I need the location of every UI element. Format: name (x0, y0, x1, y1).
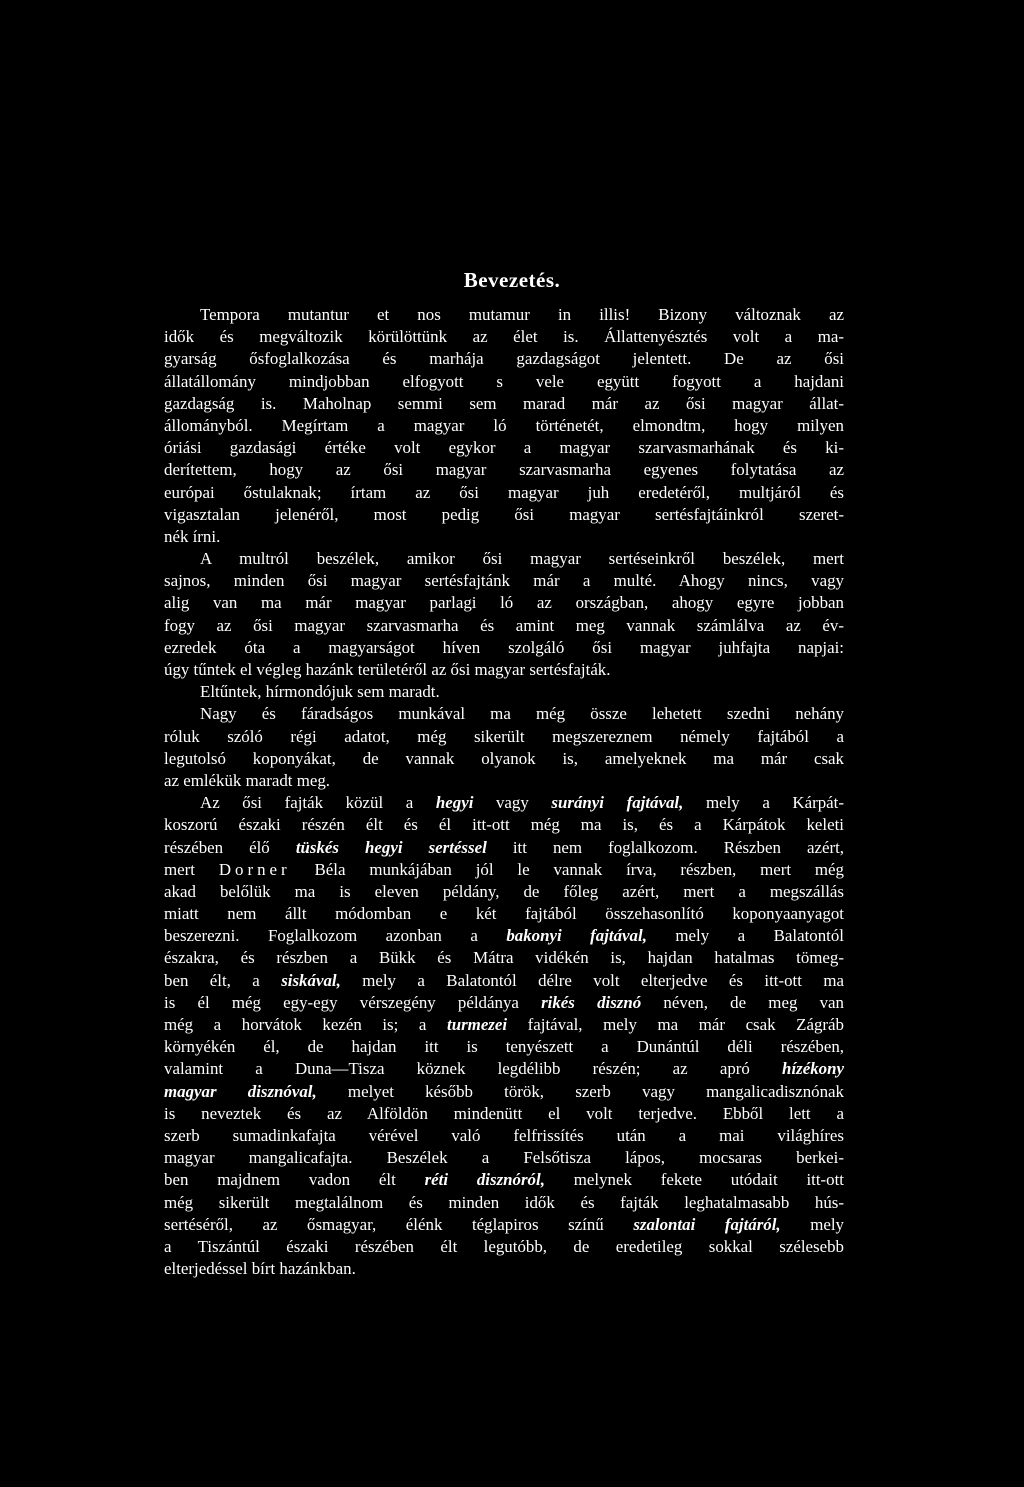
italic-term: siskával, (281, 970, 341, 990)
text-segment: Béla munkájában jól le vannak írva, részben, mert még (290, 859, 844, 879)
text-line: róluk szóló régi adatot, még sikerült megszereznem némely fajtából a (164, 726, 844, 746)
text-line: európai őstulaknak; írtam az ősi magyar juh eredetéről, multjáról és (164, 482, 844, 502)
text-segment: mely (780, 1214, 844, 1234)
text-line: is neveztek és az Alföldön mindenütt el volt terjedve. Ebből lett a (164, 1103, 844, 1123)
text-segment: melyet később török, szerb vagy mangalicadisznónak (316, 1081, 844, 1101)
text-line: sajnos, minden ősi magyar sertésfajtánk már a multé. Ahogy nincs, vagy (164, 571, 844, 591)
italic-term: hízékony (782, 1059, 844, 1079)
text-line: vigasztalan jelenéről, most pedig ősi magyar sertésfajtáinkról szeret- (164, 504, 844, 524)
text-line: legutolsó koponyákat, de vannak olyanok is, amelyeknek ma már csak (164, 748, 844, 768)
text-line: miatt nem állt módomban e két fajtából összehasonlító koponyaanyagot (164, 904, 844, 924)
text-line: derítettem, hogy az ősi magyar szarvasmarha egyenes folytatása az (164, 460, 844, 480)
text-line: magyar mangalicafajta. Beszélek a Felsőtisza lápos, mocsaras berkei- (164, 1148, 844, 1168)
text-segment: Az ősi fajták közül a (200, 793, 436, 813)
text-segment: beszerezni. Foglalkozom azonban a (164, 926, 507, 946)
text-line: gazdagság is. Maholnap semmi sem marad már az ősi magyar állat- (164, 393, 844, 413)
text-line: szerb sumadinkafajta vérével való felfrissítés után a mai világhíres (164, 1125, 844, 1145)
text-line (164, 792, 844, 814)
text-line (164, 970, 844, 992)
text-line: az emlékük maradt meg. (164, 770, 331, 790)
text-segment: melynek fekete utódait itt-ott (544, 1170, 844, 1190)
text-segment: mely a Balatontól (646, 926, 844, 946)
text-line (164, 1214, 844, 1236)
text-segment: néven, de meg van (641, 992, 844, 1012)
text-segment: sertéséről, az ősmagyar, élénk téglapiros színű (164, 1214, 634, 1234)
text-line: még sikerült megtalálnom és minden idők és fajták leghatalmasabb hús- (164, 1192, 844, 1212)
text-segment: fajtával, mely ma már csak Zágráb (507, 1015, 844, 1034)
italic-term: réti disznóról, (424, 1170, 545, 1190)
text-segment: valamint a Duna—Tisza köznek legdélibb részén; az apró (164, 1059, 783, 1079)
text-line: Eltűntek, hírmondójuk sem maradt. (200, 682, 440, 702)
text-line: északra, és részben a Bükk és Mátra vidékén is, hajdan hatalmas tömeg- (164, 948, 844, 968)
text-line: környékén él, de hajdan itt is tenyészett a Dunántúl déli részében, (164, 1037, 844, 1057)
italic-term: hegyi (435, 793, 474, 813)
text-line: állatállomány mindjobban elfogyott s vele együtt fogyott a hajdani (164, 371, 844, 391)
italic-term: magyar disznóval, (164, 1081, 317, 1101)
italic-term: turmezei (447, 1015, 508, 1034)
text-line: idők és megváltozik körülöttünk az élet is. Állattenyésztés volt a ma- (164, 327, 844, 347)
italic-term: rikés disznó (541, 992, 642, 1012)
text-line: Nagy és fáradságos munkával ma még össze lehetett szedni nehány (200, 704, 844, 724)
text-segment: mely a Kárpát- (683, 793, 844, 813)
text-line (164, 992, 844, 1014)
text-line: fogy az ősi magyar szarvasmarha és amint meg vannak számlálva az év- (164, 615, 844, 635)
text-segment: is él még egy-egy vérszegény példánya (164, 992, 542, 1012)
spaced-name: Dorner (218, 859, 291, 879)
text-line: óriási gazdasági értéke volt egykor a magyar szarvasmarhának és ki- (164, 438, 844, 458)
text-segment: mely a Balatontól délre volt elterjedve és itt-ott ma (340, 970, 844, 990)
text-segment: részében élő (164, 837, 296, 857)
text-line: nék írni. (164, 526, 221, 546)
text-segment: vagy (473, 793, 552, 813)
italic-term: tüskés hegyi sertéssel (295, 837, 487, 857)
text-line: a Tiszántúl északi részében élt legutóbb, de eredetileg sokkal szélesebb (164, 1236, 844, 1256)
text-line: A multról beszélek, amikor ősi magyar sertéseinkről beszélek, mert (200, 549, 844, 569)
text-line: úgy tűntek el végleg hazánk területéről az ősi magyar sertésfajták. (164, 660, 611, 679)
text-segment: ben majdnem vadon élt (164, 1170, 425, 1190)
text-line (164, 1169, 844, 1191)
text-line (164, 837, 844, 859)
text-line (164, 1081, 844, 1103)
text-line (164, 859, 844, 881)
text-line (164, 925, 844, 947)
italic-term: surányi fajtával, (551, 793, 684, 813)
page-title: Bevezetés. (463, 268, 561, 292)
text-line: állományból. Megírtam a magyar ló történetét, elmondtm, hogy milyen (164, 415, 844, 435)
text-line (164, 1058, 844, 1080)
text-line: gyarság ősfoglalkozása és marhája gazdagságot jelentett. De az ősi (164, 349, 844, 369)
text-line: ezredek óta a magyarságot híven szolgáló ősi magyar juhfajta napjai: (164, 637, 844, 657)
text-line: akad belőlük ma is eleven példány, de főleg azért, mert a megszállás (164, 881, 844, 901)
text-segment: itt nem foglalkozom. Részben azért, (486, 837, 845, 857)
text-segment: ben élt, a (164, 970, 282, 990)
text-line: Tempora mutantur et nos mutamur in illis! Bizony változnak az (200, 305, 844, 324)
text-line: elterjedéssel bírt hazánkban. (164, 1259, 356, 1279)
text-line (164, 1014, 844, 1036)
text-segment: mert (164, 859, 219, 879)
text-segment: még a horvátok kezén is; a (164, 1015, 448, 1034)
text-line: alig van ma már magyar parlagi ló az országban, ahogy egyre jobban (164, 593, 844, 613)
italic-term: bakonyi fajtával, (506, 926, 647, 946)
body-text (164, 304, 844, 1280)
text-line: koszorú északi részén élt és él itt-ott még ma is, és a Kárpátok keleti (164, 815, 844, 835)
italic-term: szalontai fajtáról, (633, 1214, 781, 1234)
